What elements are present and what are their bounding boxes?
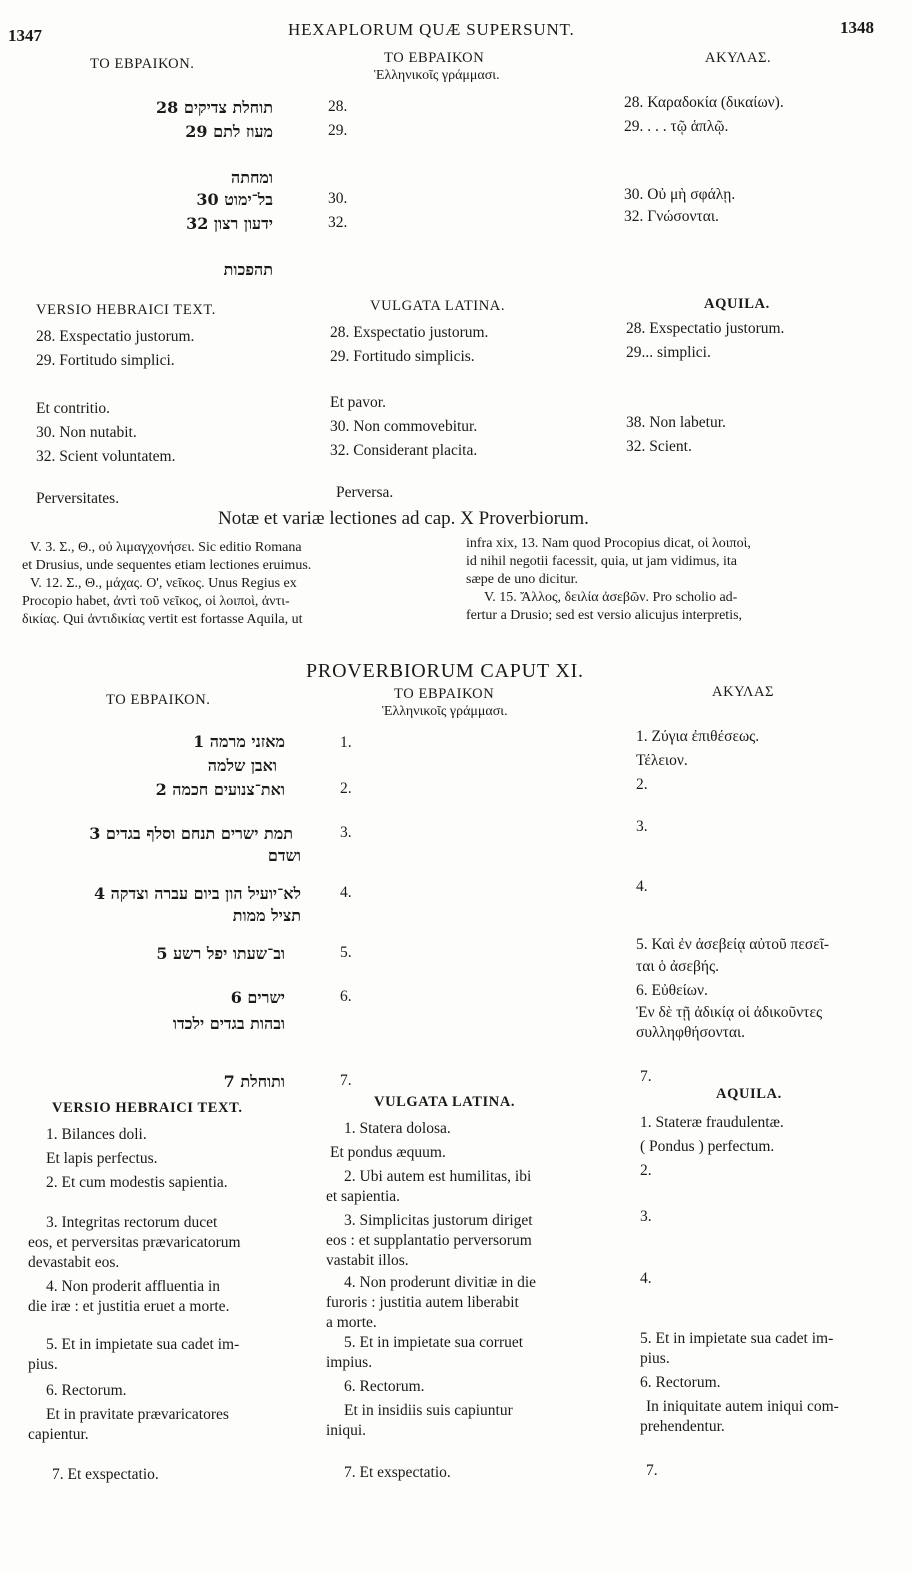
col-head-aquila: ΑΚΥΛΑΣ. — [705, 50, 772, 66]
versio-line: devastabit eos. — [28, 1254, 120, 1271]
verse-number: 3. — [340, 824, 352, 841]
hebrew-line: ואת־צנועים חכמה 2 — [155, 780, 285, 799]
aquila-line: 30. Οὐ μὴ σφάλῃ. — [624, 186, 736, 203]
hebrew-line: ותוחלת 7 — [223, 1072, 285, 1091]
vulgata-line: eos : et supplantatio perversorum — [326, 1232, 532, 1249]
versio-line: capientur. — [28, 1426, 89, 1443]
note-line: Procopio habet, ἀντὶ τοῦ νεῖκος, οἱ λοιποὶ, ἀντι- — [22, 594, 290, 609]
col-head-hebrew: ΤΟ ΕΒΡΑΙΚΟΝ. — [106, 692, 211, 708]
verse-number: 7. — [340, 1072, 352, 1089]
note-line: infra xix, 13. Nam quod Procopius dicat, οἱ λοιποὶ, — [466, 536, 751, 551]
hebrew-line: תמת ישרים תנחם וסלף בגדים 3 — [89, 824, 293, 843]
versio-line: 1. Bilances doli. — [46, 1126, 147, 1143]
aquila-line: 29. . . . τῷ ἁπλῷ. — [624, 118, 729, 135]
versio-line: 2. Et cum modestis sapientia. — [46, 1174, 228, 1191]
hebrew-line: ושדם — [267, 846, 301, 865]
hebrew-line: ואבן שלמה — [207, 756, 277, 775]
notes-title: Notæ et variæ lectiones ad cap. X Proverbiorum. — [218, 508, 589, 529]
hebrew-line: ישרים 6 — [230, 988, 285, 1007]
vulgata-line: 29. Fortitudo simplicis. — [330, 348, 475, 365]
versio-line: 29. Fortitudo simplici. — [36, 352, 175, 369]
note-line: δικίας. Qui ἀντιδικίας vertit est fortasse Aquila, ut — [22, 612, 303, 627]
col-head-aquila-latin: AQUILA. — [716, 1086, 782, 1102]
aquila-line: ται ὁ ἀσεβής. — [636, 958, 720, 975]
aquila-latin-line: ( Pondus ) perfectum. — [640, 1138, 775, 1155]
verse-number: 32. — [328, 214, 348, 231]
versio-line: Et contritio. — [36, 400, 111, 417]
vulgata-line: Et pondus æquum. — [330, 1144, 446, 1161]
col-subhead: Ἑλληνικοῖς γράμμασι. — [382, 704, 508, 719]
versio-line: die iræ : et justitia eruet a morte. — [28, 1298, 230, 1315]
col-head-transliteration: ΤΟ ΕΒΡΑΙΚΟΝ — [384, 50, 485, 66]
note-line: V. 3. Σ., Θ., οὐ λιμαγχονήσει. Sic editio Romana — [30, 540, 302, 555]
verse-number: 29. — [328, 122, 348, 139]
note-line: et Drusius, unde sequentes etiam lectiones eruimus. — [22, 558, 312, 573]
note-line: fertur a Drusio; sed est versio alicujus interpretis, — [466, 608, 743, 623]
hebrew-line: בל־ימוט 30 — [196, 190, 273, 209]
col-head-hebrew: ΤΟ ΕΒΡΑΙΚΟΝ. — [90, 56, 195, 72]
aquila-latin-line: pius. — [640, 1350, 670, 1367]
vulgata-line: iniqui. — [326, 1422, 367, 1439]
hebrew-line: מעוז לתם 29 — [185, 122, 273, 141]
verse-number: 2. — [340, 780, 352, 797]
vulgata-line: 6. Rectorum. — [344, 1378, 425, 1395]
note-line: V. 15. Ἄλλος, δειλία ἀσεβῶν. Pro scholio ad- — [484, 590, 738, 605]
versio-line: 28. Exspectatio justorum. — [36, 328, 195, 345]
versio-line: Perversitates. — [36, 490, 120, 507]
aquila-line: συλληφθήσονται. — [636, 1024, 746, 1041]
aquila-line: Ἐν δὲ τῇ ἀδικίᾳ οἱ ἀδικοῦντες — [636, 1004, 823, 1021]
col-head-aquila-latin: AQUILA. — [704, 296, 770, 312]
verse-number: 5. — [340, 944, 352, 961]
col-head-aquila: ΑΚΥΛΑΣ — [712, 684, 775, 700]
versio-line: Et in pravitate prævaricatores — [46, 1406, 229, 1423]
aquila-latin-line: 2. — [640, 1162, 652, 1179]
aquila-latin-line: prehendentur. — [640, 1418, 725, 1435]
vulgata-line: et sapientia. — [326, 1188, 401, 1205]
page-number-right: 1348 — [840, 18, 874, 37]
aquila-latin-line: 32. Scient. — [626, 438, 692, 455]
vulgata-line: impius. — [326, 1354, 373, 1371]
hebrew-line: תציל ממות — [232, 906, 301, 925]
aquila-line: 32. Γνώσονται. — [624, 208, 719, 225]
vulgata-line: vastabit illos. — [326, 1252, 409, 1269]
note-line: V. 12. Σ., Θ., μάχας. Ο', νεῖκος. Unus Regius ex — [30, 576, 297, 591]
chapter-title: PROVERBIORUM CAPUT XI. — [306, 660, 584, 682]
aquila-latin-line: 1. Stateræ fraudulentæ. — [640, 1114, 784, 1131]
note-line: sæpe de uno dicitur. — [466, 572, 578, 587]
aquila-latin-line: 38. Non labetur. — [626, 414, 726, 431]
versio-line: 30. Non nutabit. — [36, 424, 137, 441]
hebrew-line: ובהות בגדים ילכדו — [172, 1014, 285, 1033]
aquila-line: 6. Εὐθείων. — [636, 982, 708, 999]
hebrew-line: תוחלת צדיקים 28 — [156, 98, 273, 117]
versio-line: 5. Et in impietate sua cadet im- — [46, 1336, 240, 1353]
aquila-line: 7. — [640, 1068, 652, 1085]
vulgata-line: 5. Et in impietate sua corruet — [344, 1334, 524, 1351]
page-number-left: 1347 — [8, 26, 42, 45]
aquila-latin-line: 5. Et in impietate sua cadet im- — [640, 1330, 834, 1347]
hebrew-line: מאזני מרמה 1 — [193, 732, 285, 751]
note-line: id nihil negotii facessit, quia, ut jam vidimus, ita — [466, 554, 738, 569]
col-head-versio: VERSIO HEBRAICI TEXT. — [36, 302, 217, 318]
hebrew-line: לא־יועיל הון ביום עברה וצדקה 4 — [93, 884, 301, 903]
verse-number: 6. — [340, 988, 352, 1005]
vulgata-line: furoris : justitia autem liberabit — [326, 1294, 519, 1311]
aquila-line: 4. — [636, 878, 648, 895]
hebrew-line: וב־שעתו יפל רשע 5 — [156, 944, 285, 963]
verse-number: 28. — [328, 98, 348, 115]
vulgata-line: 30. Non commovebitur. — [330, 418, 478, 435]
aquila-line: 28. Καραδοκία (δικαίων). — [624, 94, 784, 111]
aquila-line: 2. — [636, 776, 648, 793]
vulgata-line: 4. Non proderunt divitiæ in die — [344, 1274, 537, 1291]
col-head-transliteration: ΤΟ ΕΒΡΑΙΚΟΝ — [394, 686, 495, 702]
col-head-vulgata: VULGATA LATINA. — [374, 1094, 516, 1110]
verse-number: 1. — [340, 734, 352, 751]
col-subhead: Ἑλληνικοῖς γράμμασι. — [374, 68, 500, 83]
aquila-latin-line: 28. Exspectatio justorum. — [626, 320, 785, 337]
col-head-vulgata: VULGATA LATINA. — [370, 298, 506, 314]
versio-line: 4. Non proderit affluentia in — [46, 1278, 221, 1295]
running-title: HEXAPLORUM QUÆ SUPERSUNT. — [288, 20, 575, 39]
aquila-latin-line: 4. — [640, 1270, 652, 1287]
hebrew-line: ומחתה — [230, 168, 273, 187]
col-head-versio: VERSIO HEBRAICI TEXT. — [52, 1100, 243, 1116]
versio-line: 3. Integritas rectorum ducet — [46, 1214, 218, 1231]
aquila-latin-line: 6. Rectorum. — [640, 1374, 721, 1391]
versio-line: eos, et perversitas prævaricatorum — [28, 1234, 241, 1251]
aquila-line: 3. — [636, 818, 648, 835]
verse-number: 4. — [340, 884, 352, 901]
versio-line: Et lapis perfectus. — [46, 1150, 158, 1167]
aquila-latin-line: 7. — [646, 1462, 658, 1479]
vulgata-line: 2. Ubi autem est humilitas, ibi — [344, 1168, 532, 1185]
aquila-line: 5. Καὶ ἐν ἀσεβείᾳ αὐτοῦ πεσεῖ- — [636, 936, 830, 953]
verse-number: 30. — [328, 190, 348, 207]
hebrew-line: תהפכות — [223, 260, 273, 279]
hebrew-line: ידעון רצון 32 — [186, 214, 273, 233]
versio-line: 6. Rectorum. — [46, 1382, 127, 1399]
versio-line: 32. Scient voluntatem. — [36, 448, 176, 465]
vulgata-line: Et pavor. — [330, 394, 386, 411]
vulgata-line: 28. Exspectatio justorum. — [330, 324, 489, 341]
aquila-latin-line: 3. — [640, 1208, 652, 1225]
vulgata-line: 1. Statera dolosa. — [344, 1120, 451, 1137]
vulgata-line: a morte. — [326, 1314, 377, 1331]
vulgata-line: 7. Et exspectatio. — [344, 1464, 451, 1481]
versio-line: 7. Et exspectatio. — [52, 1466, 159, 1483]
vulgata-line: Perversa. — [336, 484, 394, 501]
aquila-line: Τέλειον. — [636, 752, 688, 769]
aquila-latin-line: In iniquitate autem iniqui com- — [646, 1398, 839, 1415]
vulgata-line: 32. Considerant placita. — [330, 442, 478, 459]
aquila-latin-line: 29... simplici. — [626, 344, 711, 361]
aquila-line: 1. Ζύγια ἐπιθέσεως. — [636, 728, 760, 745]
versio-line: pius. — [28, 1356, 58, 1373]
vulgata-line: 3. Simplicitas justorum diriget — [344, 1212, 533, 1229]
vulgata-line: Et in insidiis suis capiuntur — [344, 1402, 513, 1419]
